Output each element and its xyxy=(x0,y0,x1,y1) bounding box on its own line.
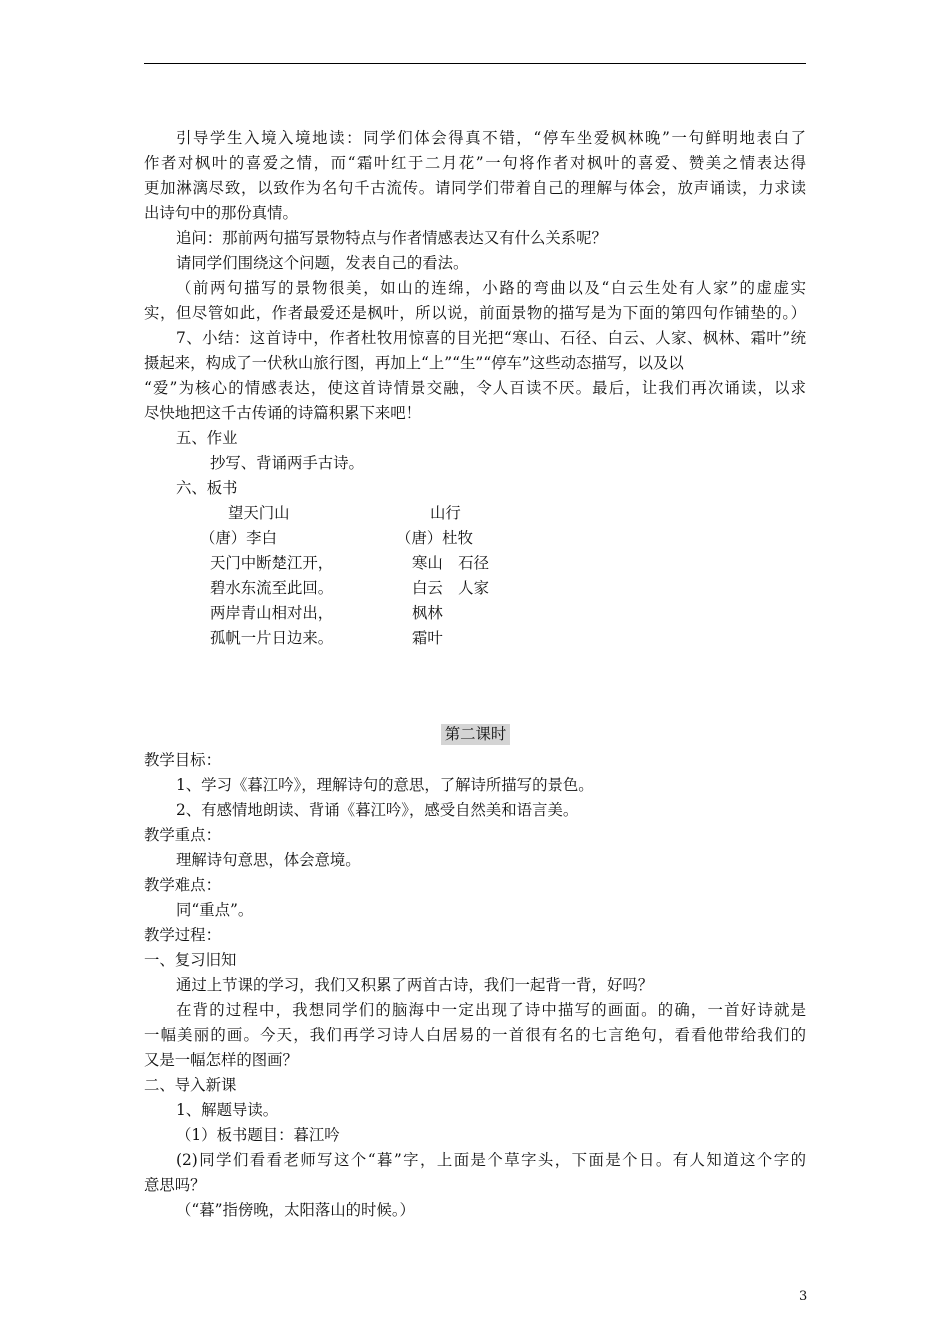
paragraph-line: 引导学生入境入境地读：同学们体会得真不错，“停车坐爱枫林晚”一句鲜明地表白了 xyxy=(176,129,806,147)
homework-text: 抄写、背诵两手古诗。 xyxy=(210,454,364,472)
process-heading: 教学过程： xyxy=(144,926,221,944)
paragraph-line: 意思吗？ xyxy=(144,1176,206,1194)
board-left-line: 碧水东流至此回。 xyxy=(210,579,334,597)
intro-item: 1、解题导读。 xyxy=(176,1101,279,1119)
board-right-line: 白云 人家 xyxy=(412,579,489,597)
paragraph-line: 摄起来，构成了一伏秋山旅行图，再加上“上”“生”“停车”这些动态描写，以及以 xyxy=(144,354,684,372)
board-left-line: 两岸青山相对出， xyxy=(210,604,334,622)
board-right-line: 霜叶 xyxy=(412,629,443,647)
board-left-line: 天门中断楚江开， xyxy=(210,554,334,572)
board-left-title: 望天门山 xyxy=(228,504,290,522)
paragraph-line: 追问：那前两句描写景物特点与作者情感表达又有什么关系呢？ xyxy=(176,229,607,247)
board-right-title: 山行 xyxy=(430,504,461,522)
board-left-author: （唐）李白 xyxy=(200,529,277,547)
paragraph-line: 一幅美丽的画。今天，我们再学习诗人白居易的一首很有名的七言绝句，看看他带给我们的 xyxy=(144,1026,806,1044)
paragraph-line: 出诗句中的那份真情。 xyxy=(144,204,298,222)
paragraph-line: （“暮”指傍晚，太阳落山的时候。） xyxy=(176,1201,415,1219)
paragraph-line: 又是一幅怎样的图画？ xyxy=(144,1051,298,1069)
paragraph-line: 7、小结：这首诗中，作者杜牧用惊喜的目光把“寒山、石径、白云、人家、枫林、霜叶”统 xyxy=(176,329,806,347)
paragraph-line: 更加淋漓尽致，以致作为名句千古流传。请同学们带着自己的理解与体会，放声诵读，力求读 xyxy=(144,179,806,197)
board-right-author: （唐）杜牧 xyxy=(396,529,473,547)
difficulty-text: 同“重点”。 xyxy=(176,901,254,919)
page-number: 3 xyxy=(799,1289,808,1304)
lesson-title: 第二课时 xyxy=(441,724,510,745)
goal-item: 1、学习《暮江吟》，理解诗句的意思，了解诗所描写的景色。 xyxy=(176,776,594,794)
goal-item: 2、有感情地朗读、背诵《暮江吟》，感受自然美和语言美。 xyxy=(176,801,579,819)
paragraph-line: （前两句描写的景物很美，如山的连绵，小路的弯曲以及“白云生处有人家”的虚虚实 xyxy=(176,279,806,297)
key-heading: 教学重点： xyxy=(144,826,221,844)
paragraph-line: 作者对枫叶的喜爱之情，而“霜叶红于二月花”一句将作者对枫叶的喜爱、赞美之情表达得 xyxy=(144,154,806,172)
review-heading: 一、复习旧知 xyxy=(144,951,237,969)
key-text: 理解诗句意思，体会意境。 xyxy=(176,851,361,869)
board-right-line: 寒山 石径 xyxy=(412,554,489,572)
header-rule xyxy=(144,63,806,64)
goals-heading: 教学目标： xyxy=(144,751,221,769)
paragraph-line: (2)同学们看看老师写这个“暮”字，上面是个草字头，下面是个日。有人知道这个字的 xyxy=(176,1151,806,1169)
board-heading: 六、板书 xyxy=(176,479,238,497)
intro-heading: 二、导入新课 xyxy=(144,1076,237,1094)
paragraph-line: 在背的过程中，我想同学们的脑海中一定出现了诗中描写的画面。的确，一首好诗就是 xyxy=(176,1001,806,1019)
difficulty-heading: 教学难点： xyxy=(144,876,221,894)
paragraph-line: “爱”为核心的情感表达，使这首诗情景交融，令人百读不厌。最后，让我们再次诵读，以求 xyxy=(144,379,806,397)
paragraph-line: 请同学们围绕这个问题，发表自己的看法。 xyxy=(176,254,469,272)
paragraph-line: 通过上节课的学习，我们又积累了两首古诗，我们一起背一背，好吗？ xyxy=(176,976,654,994)
paragraph-line: 实，但尽管如此，作者最爱还是枫叶，所以说，前面景物的描写是为下面的第四句作铺垫的。） xyxy=(144,304,806,322)
paragraph-line: 尽快地把这千古传诵的诗篇积累下来吧！ xyxy=(144,404,422,422)
board-right-line: 枫林 xyxy=(412,604,443,622)
board-left-line: 孤帆一片日边来。 xyxy=(210,629,334,647)
intro-subitem: （1）板书题目：暮江吟 xyxy=(176,1126,340,1144)
homework-heading: 五、作业 xyxy=(176,429,238,447)
